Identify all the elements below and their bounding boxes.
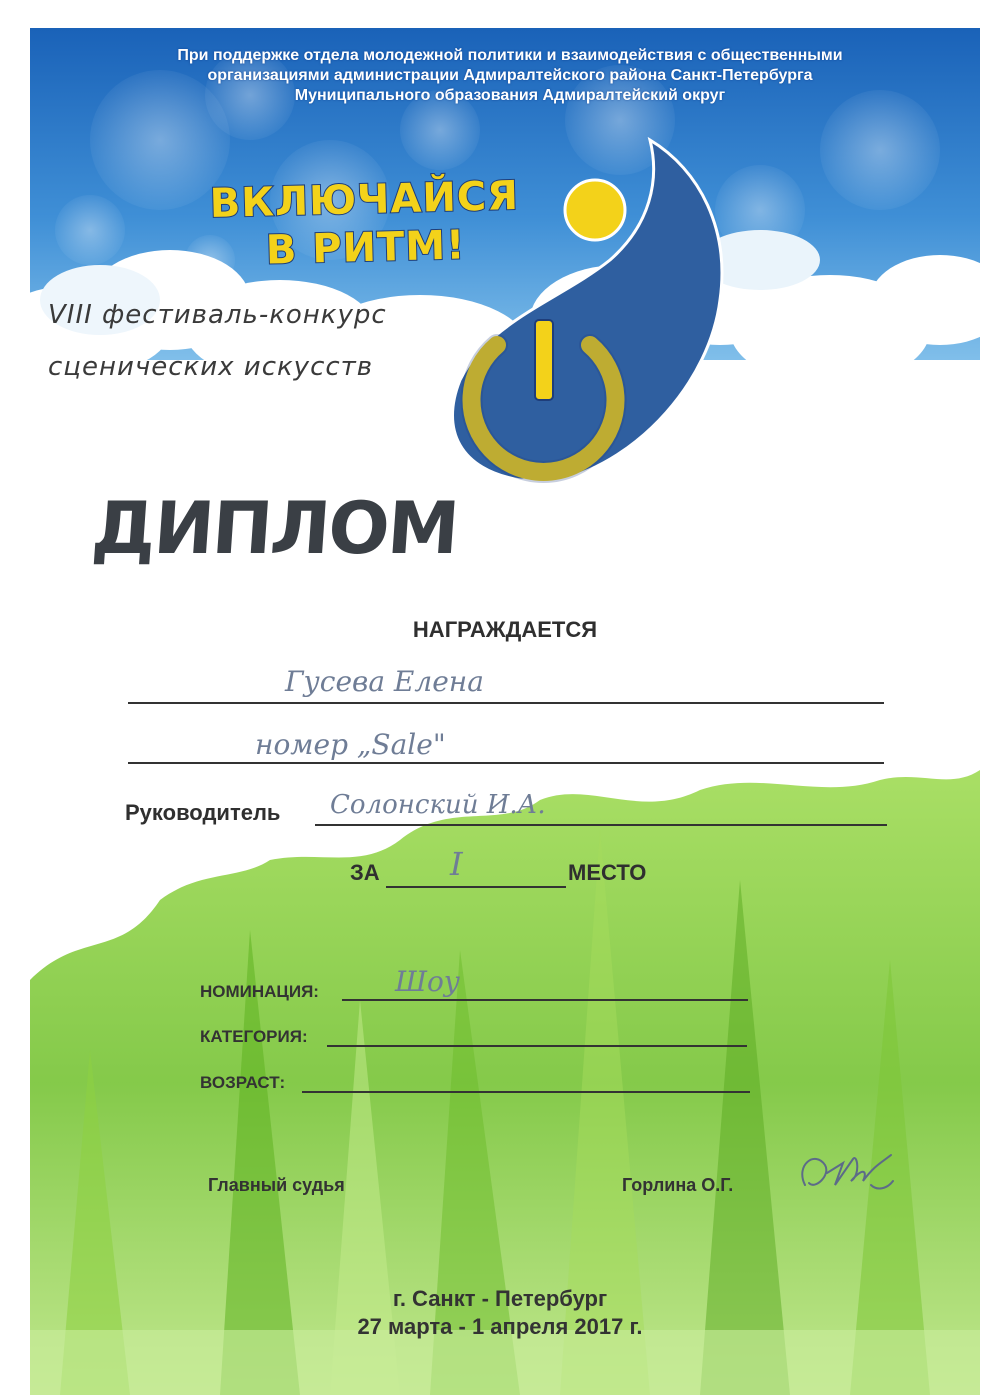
nomination-value: Шоу (395, 965, 461, 998)
slogan-line-1: ВКЛЮЧАЙСЯ (209, 172, 520, 228)
footer-dates: 27 марта - 1 апреля 2017 г. (357, 1314, 643, 1339)
festival-name-line-1: VIII фестиваль-конкурс (48, 300, 387, 330)
sponsor-text (60, 46, 960, 106)
leader-name: Солонский И.А. (330, 790, 546, 820)
place-value: I (450, 845, 463, 883)
category-line (327, 1045, 747, 1047)
awardee-group: номер „Sale" (255, 728, 446, 761)
judge-name: Горлина О.Г. (622, 1175, 734, 1195)
footer-city: г. Санкт - Петербург (392, 1286, 608, 1311)
sponsor-line-1: При поддержке отдела молодежной политики и взаимодействия с общественными (177, 47, 843, 64)
place-prefix: ЗА (350, 860, 380, 885)
sponsor-line-2: организациями администрации Адмиралтейского района Санкт-Петербурга (207, 67, 813, 84)
judge-label: Главный судья (208, 1175, 345, 1195)
awardee-name-line (128, 702, 884, 704)
festival-slogan (199, 172, 531, 277)
age-label: ВОЗРАСТ: (200, 1073, 286, 1092)
awardee-name: Гусева Елена (285, 665, 484, 698)
judge-signature (795, 1145, 905, 1205)
leader-label: Руководитель (125, 800, 281, 825)
age-line (302, 1091, 750, 1093)
nomination-line (342, 999, 748, 1001)
nomination-label: НОМИНАЦИЯ: (200, 982, 319, 1001)
festival-name-line-2: сценических искусств (48, 352, 374, 382)
slogan-line-2: В РИТМ! (265, 222, 466, 274)
category-label: КАТЕГОРИЯ: (200, 1027, 308, 1046)
diploma-title: ДИПЛОМ (89, 486, 461, 570)
place-line (386, 886, 566, 888)
leader-line (315, 824, 887, 826)
sponsor-line-3: Муниципального образования Адмиралтейский округ (294, 87, 726, 104)
awardee-group-line (128, 762, 884, 764)
awarded-label: НАГРАЖДАЕТСЯ (412, 617, 598, 642)
place-suffix: МЕСТО (568, 860, 647, 885)
